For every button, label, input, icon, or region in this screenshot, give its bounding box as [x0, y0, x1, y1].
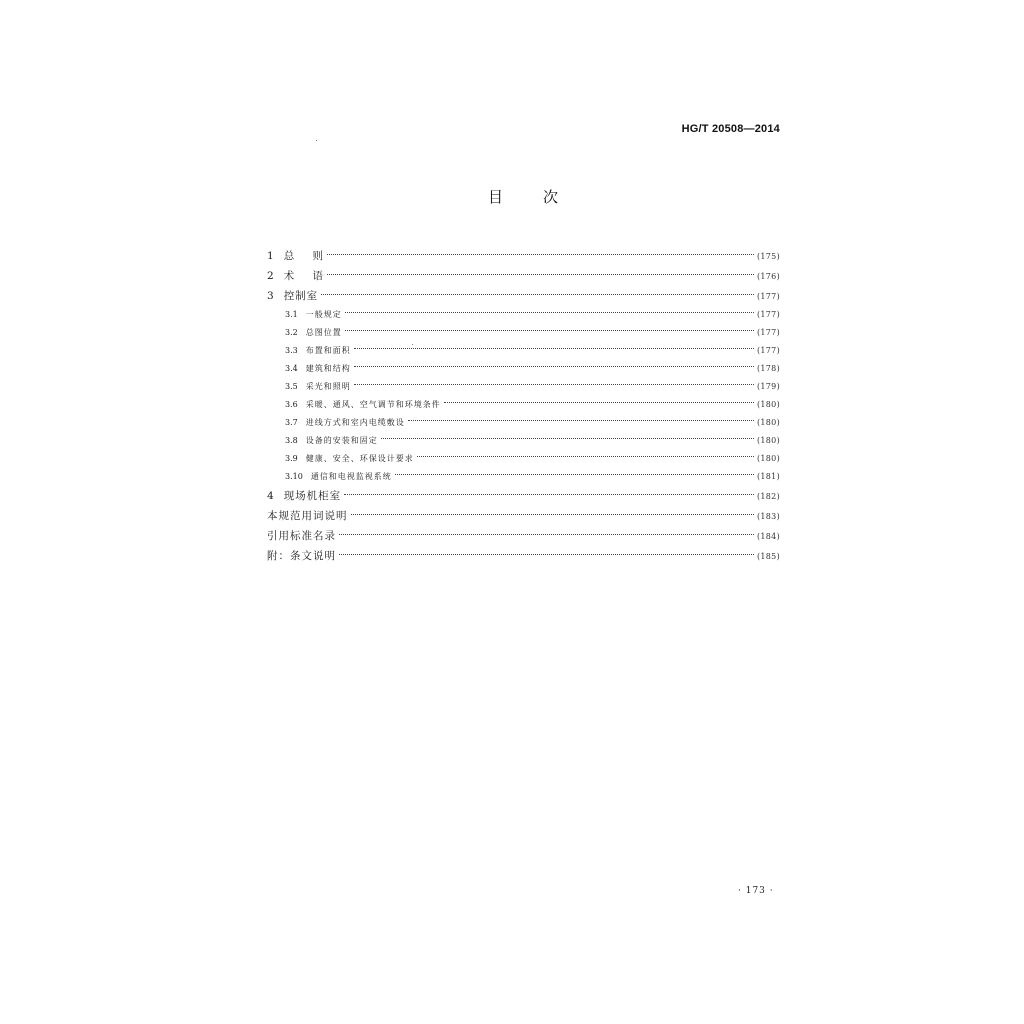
- toc-entry: [267, 246, 780, 266]
- toc-entry-number: 3.8: [285, 436, 298, 445]
- scan-speck: [316, 140, 317, 141]
- dot-leader: [354, 384, 754, 385]
- toc-entry: [267, 266, 780, 286]
- toc-entry-label: 本规范用词说明: [267, 510, 348, 522]
- toc-entry-page: (176): [756, 272, 780, 281]
- toc-entry-page: (182): [756, 492, 780, 501]
- title-char-1: 目: [488, 188, 504, 206]
- toc-entry-page: (178): [756, 364, 780, 373]
- toc-entry-label: 现场机柜室: [283, 490, 342, 502]
- toc-entry: [267, 506, 780, 526]
- toc-entry-page: (180): [756, 418, 780, 427]
- toc-entry-label: 进线方式和室内电缆敷设: [305, 418, 405, 427]
- dot-leader: [321, 294, 754, 295]
- table-of-contents: [267, 246, 780, 566]
- toc-entry-number: 1: [267, 250, 274, 262]
- toc-subentry: [267, 396, 780, 414]
- toc-entry-label: 引用标准名录: [267, 530, 336, 542]
- toc-entry-label: 健康、安全、环保设计要求: [305, 454, 414, 463]
- toc-entry-number: 4: [267, 490, 274, 502]
- page-title: [488, 186, 558, 207]
- dot-leader: [327, 274, 754, 275]
- toc-entry: [267, 526, 780, 546]
- toc-entry-number: 3.7: [285, 418, 298, 427]
- toc-entry: [267, 286, 780, 306]
- toc-entry-number: 3.9: [285, 454, 298, 463]
- toc-entry-label: 附：条文说明: [267, 550, 336, 562]
- dot-leader: [381, 438, 754, 439]
- toc-entry-page: (175): [756, 252, 780, 261]
- toc-entry: [267, 486, 780, 506]
- standard-code: HG/T 20508—2014: [681, 123, 780, 135]
- toc-subentry: [267, 414, 780, 432]
- toc-entry-number: 2: [267, 270, 274, 282]
- toc-entry-label: 一般规定: [305, 310, 342, 319]
- toc-entry-page: (180): [756, 436, 780, 445]
- dot-leader: [408, 420, 754, 421]
- toc-entry-number: 3.6: [285, 400, 298, 409]
- toc-subentry: [267, 306, 780, 324]
- toc-subentry: [267, 342, 780, 360]
- dot-leader: [344, 494, 754, 495]
- toc-subentry: [267, 450, 780, 468]
- dot-leader: [327, 254, 754, 255]
- toc-entry-label: 通信和电视监视系统: [310, 472, 392, 481]
- toc-entry-page: (181): [756, 472, 780, 481]
- toc-entry-label: 术 语: [283, 270, 325, 282]
- title-char-2: 次: [542, 188, 558, 206]
- dot-leader: [354, 366, 754, 367]
- dot-leader: [354, 348, 754, 349]
- dot-leader: [395, 474, 754, 475]
- toc-subentry: [267, 324, 780, 342]
- toc-subentry: [267, 432, 780, 450]
- toc-entry-number: 3.1: [285, 310, 298, 319]
- toc-entry-page: (179): [756, 382, 780, 391]
- toc-entry-page: (180): [756, 454, 780, 463]
- toc-entry-label: 总图位置: [305, 328, 342, 337]
- toc-entry-number: 3.10: [285, 472, 303, 481]
- dot-leader: [345, 312, 754, 313]
- toc-entry-page: (180): [756, 400, 780, 409]
- toc-entry-page: (185): [756, 552, 780, 561]
- toc-entry-page: (177): [756, 346, 780, 355]
- toc-entry-number: 3.5: [285, 382, 298, 391]
- toc-entry-number: 3.3: [285, 346, 298, 355]
- toc-entry-page: (184): [756, 532, 780, 541]
- toc-entry: [267, 546, 780, 566]
- dot-leader: [339, 554, 754, 555]
- page-number: · 173 ·: [738, 886, 774, 896]
- toc-entry-number: 3: [267, 290, 274, 302]
- toc-entry-number: 3.4: [285, 364, 298, 373]
- toc-entry-label: 总 则: [283, 250, 325, 262]
- toc-entry-label: 布置和面积: [305, 346, 351, 355]
- toc-subentry: [267, 360, 780, 378]
- dot-leader: [351, 514, 754, 515]
- toc-entry-number: 3.2: [285, 328, 298, 337]
- toc-entry-page: (177): [756, 292, 780, 301]
- toc-entry-page: (177): [756, 328, 780, 337]
- toc-subentry: [267, 378, 780, 396]
- toc-entry-label: 建筑和结构: [305, 364, 351, 373]
- toc-entry-page: (183): [756, 512, 780, 521]
- toc-entry-label: 采光和照明: [305, 382, 351, 391]
- dot-leader: [339, 534, 754, 535]
- toc-entry-label: 设备的安装和固定: [305, 436, 378, 445]
- toc-entry-page: (177): [756, 310, 780, 319]
- dot-leader: [417, 456, 754, 457]
- dot-leader: [345, 330, 754, 331]
- dot-leader: [444, 402, 754, 403]
- toc-entry-label: 采暖、通风、空气调节和环境条件: [305, 400, 441, 409]
- toc-subentry: [267, 468, 780, 486]
- toc-entry-label: 控制室: [283, 290, 319, 302]
